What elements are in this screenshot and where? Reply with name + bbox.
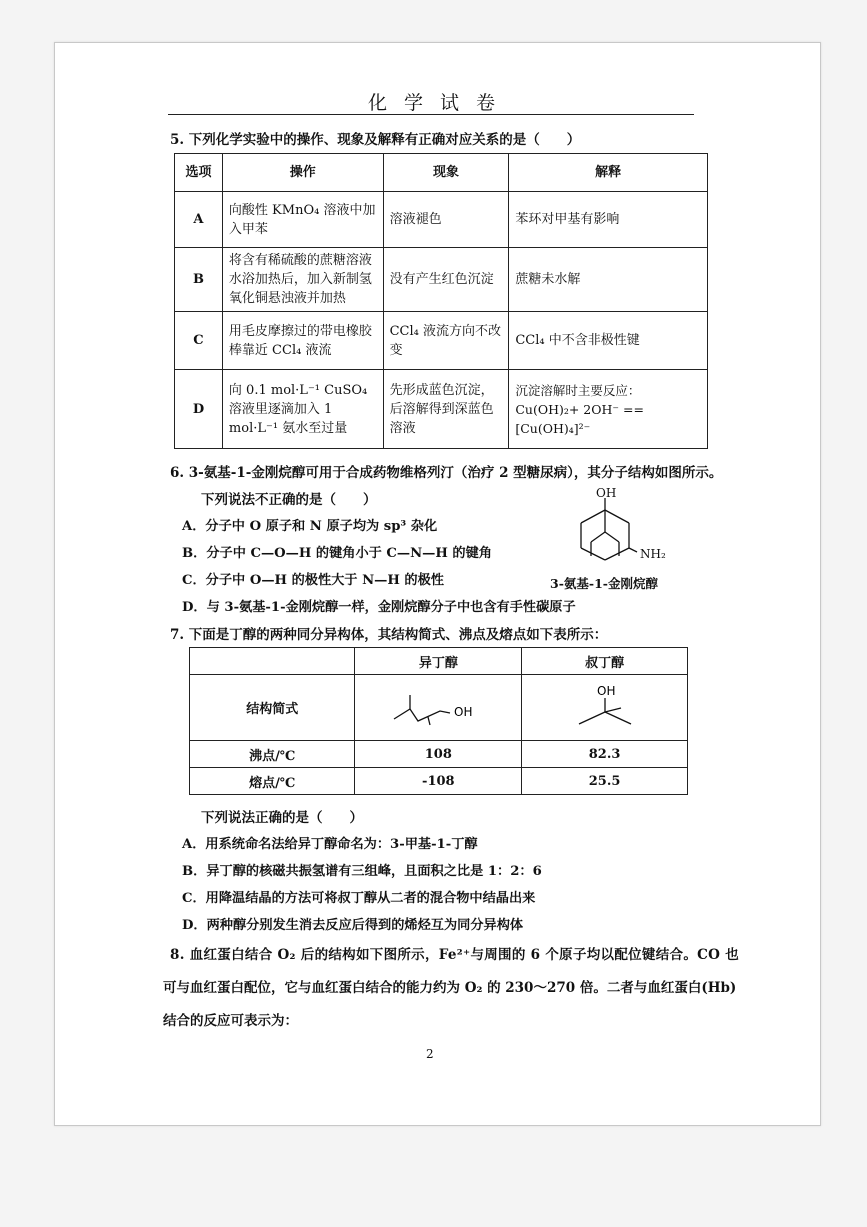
q5-header-explanation: 解释 <box>509 154 708 192</box>
q5-operation-cell: 向 0.1 mol·L⁻¹ CuSO₄ 溶液里逐滴加入 1 mol·L⁻¹ 氨水至过量 <box>222 370 383 449</box>
table-row <box>190 741 688 768</box>
q5-explanation-cell: 蔗糖未水解 <box>509 248 708 312</box>
q5-table <box>174 153 708 449</box>
q6-option-a: A．分子中 O 原子和 N 原子均为 sp³ 杂化 <box>182 519 438 534</box>
q5-header-phenomenon: 现象 <box>383 154 509 192</box>
q8-line-3: 结合的反应可表示为： <box>163 1013 298 1029</box>
q7-mp-isobutanol: -108 <box>355 768 522 795</box>
q5-header-row <box>175 154 708 192</box>
table-row <box>175 370 708 449</box>
q5-operation-cell: 将含有稀硫酸的蔗糖溶液水浴加热后，加入新制氢氧化铜悬浊液并加热 <box>222 248 383 312</box>
q8-line-2: 可与血红蛋白配位，它与血红蛋白结合的能力约为 O₂ 的 230～270 倍。二者与血红蛋白(Hb) <box>163 980 737 996</box>
q5-phenomenon-cell: 没有产生红色沉淀 <box>383 248 509 312</box>
title-rule <box>168 114 694 115</box>
tertbutanol-structure-figure <box>555 682 655 734</box>
table-row <box>190 768 688 795</box>
q8-line-1: 8. 血红蛋白结合 O₂ 后的结构如下图所示，Fe²⁺与周围的 6 个原子均以配位键结合。CO 也 <box>170 947 740 963</box>
q7-table <box>189 647 688 795</box>
q7-option-b: B．异丁醇的核磁共振氢谱有三组峰，且面积之比是 1：2：6 <box>182 864 542 879</box>
tertbutanol-oh-label: OH <box>596 683 616 698</box>
q7-option-d: D．两种醇分别发生消去反应后得到的烯烃互为同分异构体 <box>182 918 524 933</box>
q7-row-structure-label: 结构简式 <box>190 675 355 741</box>
table-row <box>190 675 688 741</box>
isobutanol-structure-cell <box>355 675 522 741</box>
q7-header-isobutanol: 异丁醇 <box>355 648 522 675</box>
q5-explanation-cell: 沉淀溶解时主要反应：Cu(OH)₂+ 2OH⁻ == [Cu(OH)₄]²⁻ <box>509 370 708 449</box>
page-number: 2 <box>426 1047 434 1061</box>
q6-option-b: B．分子中 C—O—H 的键角小于 C—N—H 的键角 <box>182 546 492 561</box>
q5-phenomenon-cell: CCl₄ 液流方向不改变 <box>383 312 509 370</box>
q5-operation-cell: 向酸性 KMnO₄ 溶液中加入甲苯 <box>222 192 383 248</box>
q5-option-cell: A <box>175 192 223 248</box>
q7-row-mp-label: 熔点/℃ <box>190 768 355 795</box>
adamantanol-caption: 3-氨基-1-金刚烷醇 <box>550 576 658 591</box>
q7-header-empty <box>190 648 355 675</box>
q5-header-option: 选项 <box>175 154 223 192</box>
q5-option-cell: B <box>175 248 223 312</box>
q7-option-c: C．用降温结晶的方法可将叔丁醇从二者的混合物中结晶出来 <box>182 891 536 906</box>
q5-option-cell: C <box>175 312 223 370</box>
isobutanol-oh-label: OH <box>454 704 473 719</box>
q5-header-operation: 操作 <box>222 154 383 192</box>
q5-operation-cell: 用毛皮摩擦过的带电橡胶棒靠近 CCl₄ 液流 <box>222 312 383 370</box>
q5-stem: 5. 下列化学实验中的操作、现象及解释有正确对应关系的是（ ） <box>170 132 581 148</box>
tertbutanol-structure-cell <box>522 675 688 741</box>
page-title: 化学试卷 <box>368 92 513 114</box>
q5-phenomenon-cell: 先形成蓝色沉淀，后溶解得到深蓝色溶液 <box>383 370 509 449</box>
q7-bp-isobutanol: 108 <box>355 741 522 768</box>
isobutanol-structure-figure <box>388 683 488 733</box>
q6-option-d: D．与 3-氨基-1-金刚烷醇一样，金刚烷醇分子中也含有手性碳原子 <box>182 600 576 615</box>
q5-explanation-cell: CCl₄ 中不含非极性键 <box>509 312 708 370</box>
table-row <box>175 312 708 370</box>
q7-bp-tertbutanol: 82.3 <box>522 741 688 768</box>
q5-phenomenon-cell: 溶液褪色 <box>383 192 509 248</box>
q7-row-bp-label: 沸点/℃ <box>190 741 355 768</box>
q7-header-tertbutanol: 叔丁醇 <box>522 648 688 675</box>
q5-option-cell: D <box>175 370 223 449</box>
table-row <box>175 248 708 312</box>
adamantanol-oh-label: OH <box>596 486 617 500</box>
q6-prompt: 下列说法不正确的是（ ） <box>201 492 377 508</box>
q6-option-c: C．分子中 O—H 的极性大于 N—H 的极性 <box>182 573 444 588</box>
q7-mp-tertbutanol: 25.5 <box>522 768 688 795</box>
q6-stem: 6. 3-氨基-1-金刚烷醇可用于合成药物维格列汀（治疗 2 型糖尿病），其分子结构如图所示。 <box>170 465 723 481</box>
q7-header-row <box>190 648 688 675</box>
q7-stem: 7. 下面是丁醇的两种同分异构体，其结构简式、沸点及熔点如下表所示： <box>170 627 608 643</box>
q7-option-a: A．用系统命名法给异丁醇命名为：3-甲基-1-丁醇 <box>182 837 478 852</box>
q7-prompt: 下列说法正确的是（ ） <box>201 810 363 826</box>
table-row <box>175 192 708 248</box>
q5-explanation-cell: 苯环对甲基有影响 <box>509 192 708 248</box>
adamantanol-nh2-label: NH₂ <box>640 547 666 561</box>
